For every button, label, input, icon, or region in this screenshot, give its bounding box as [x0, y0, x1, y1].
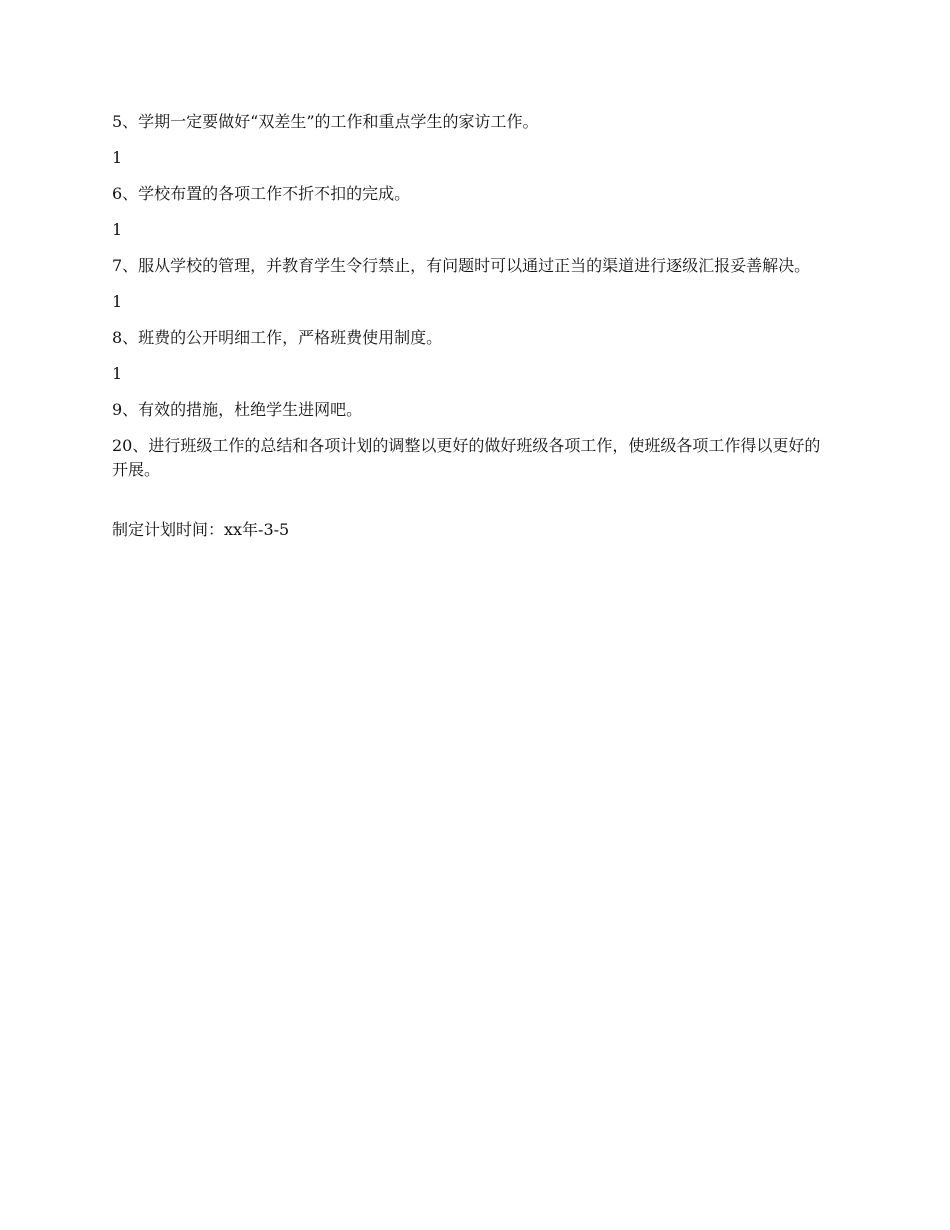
page-number: 1 — [112, 220, 123, 239]
paragraph-item-8: 8、班费的公开明细工作，严格班费使用制度。 — [112, 328, 443, 347]
page-number: 1 — [112, 364, 123, 383]
paragraph-item-5: 5、学期一定要做好“双差生”的工作和重点学生的家访工作。 — [112, 112, 539, 131]
paragraph-item-9: 9、有效的措施，杜绝学生进网吧。 — [112, 400, 363, 419]
plan-date: 制定计划时间：xx年-3-5 — [112, 520, 290, 539]
paragraph-item-6: 6、学校布置的各项工作不折不扣的完成。 — [112, 184, 411, 203]
page-number: 1 — [112, 148, 123, 167]
document-page — [112, 110, 832, 542]
page-number: 1 — [112, 292, 123, 311]
paragraph-item-20: 20、进行班级工作的总结和各项计划的调整以更好的做好班级各项工作，使班级各项工作得以更好的开展。 — [112, 436, 821, 479]
paragraph-item-7: 7、服从学校的管理，并教育学生令行禁止，有问题时可以通过正当的渠道进行逐级汇报妥善解决。 — [112, 256, 811, 275]
